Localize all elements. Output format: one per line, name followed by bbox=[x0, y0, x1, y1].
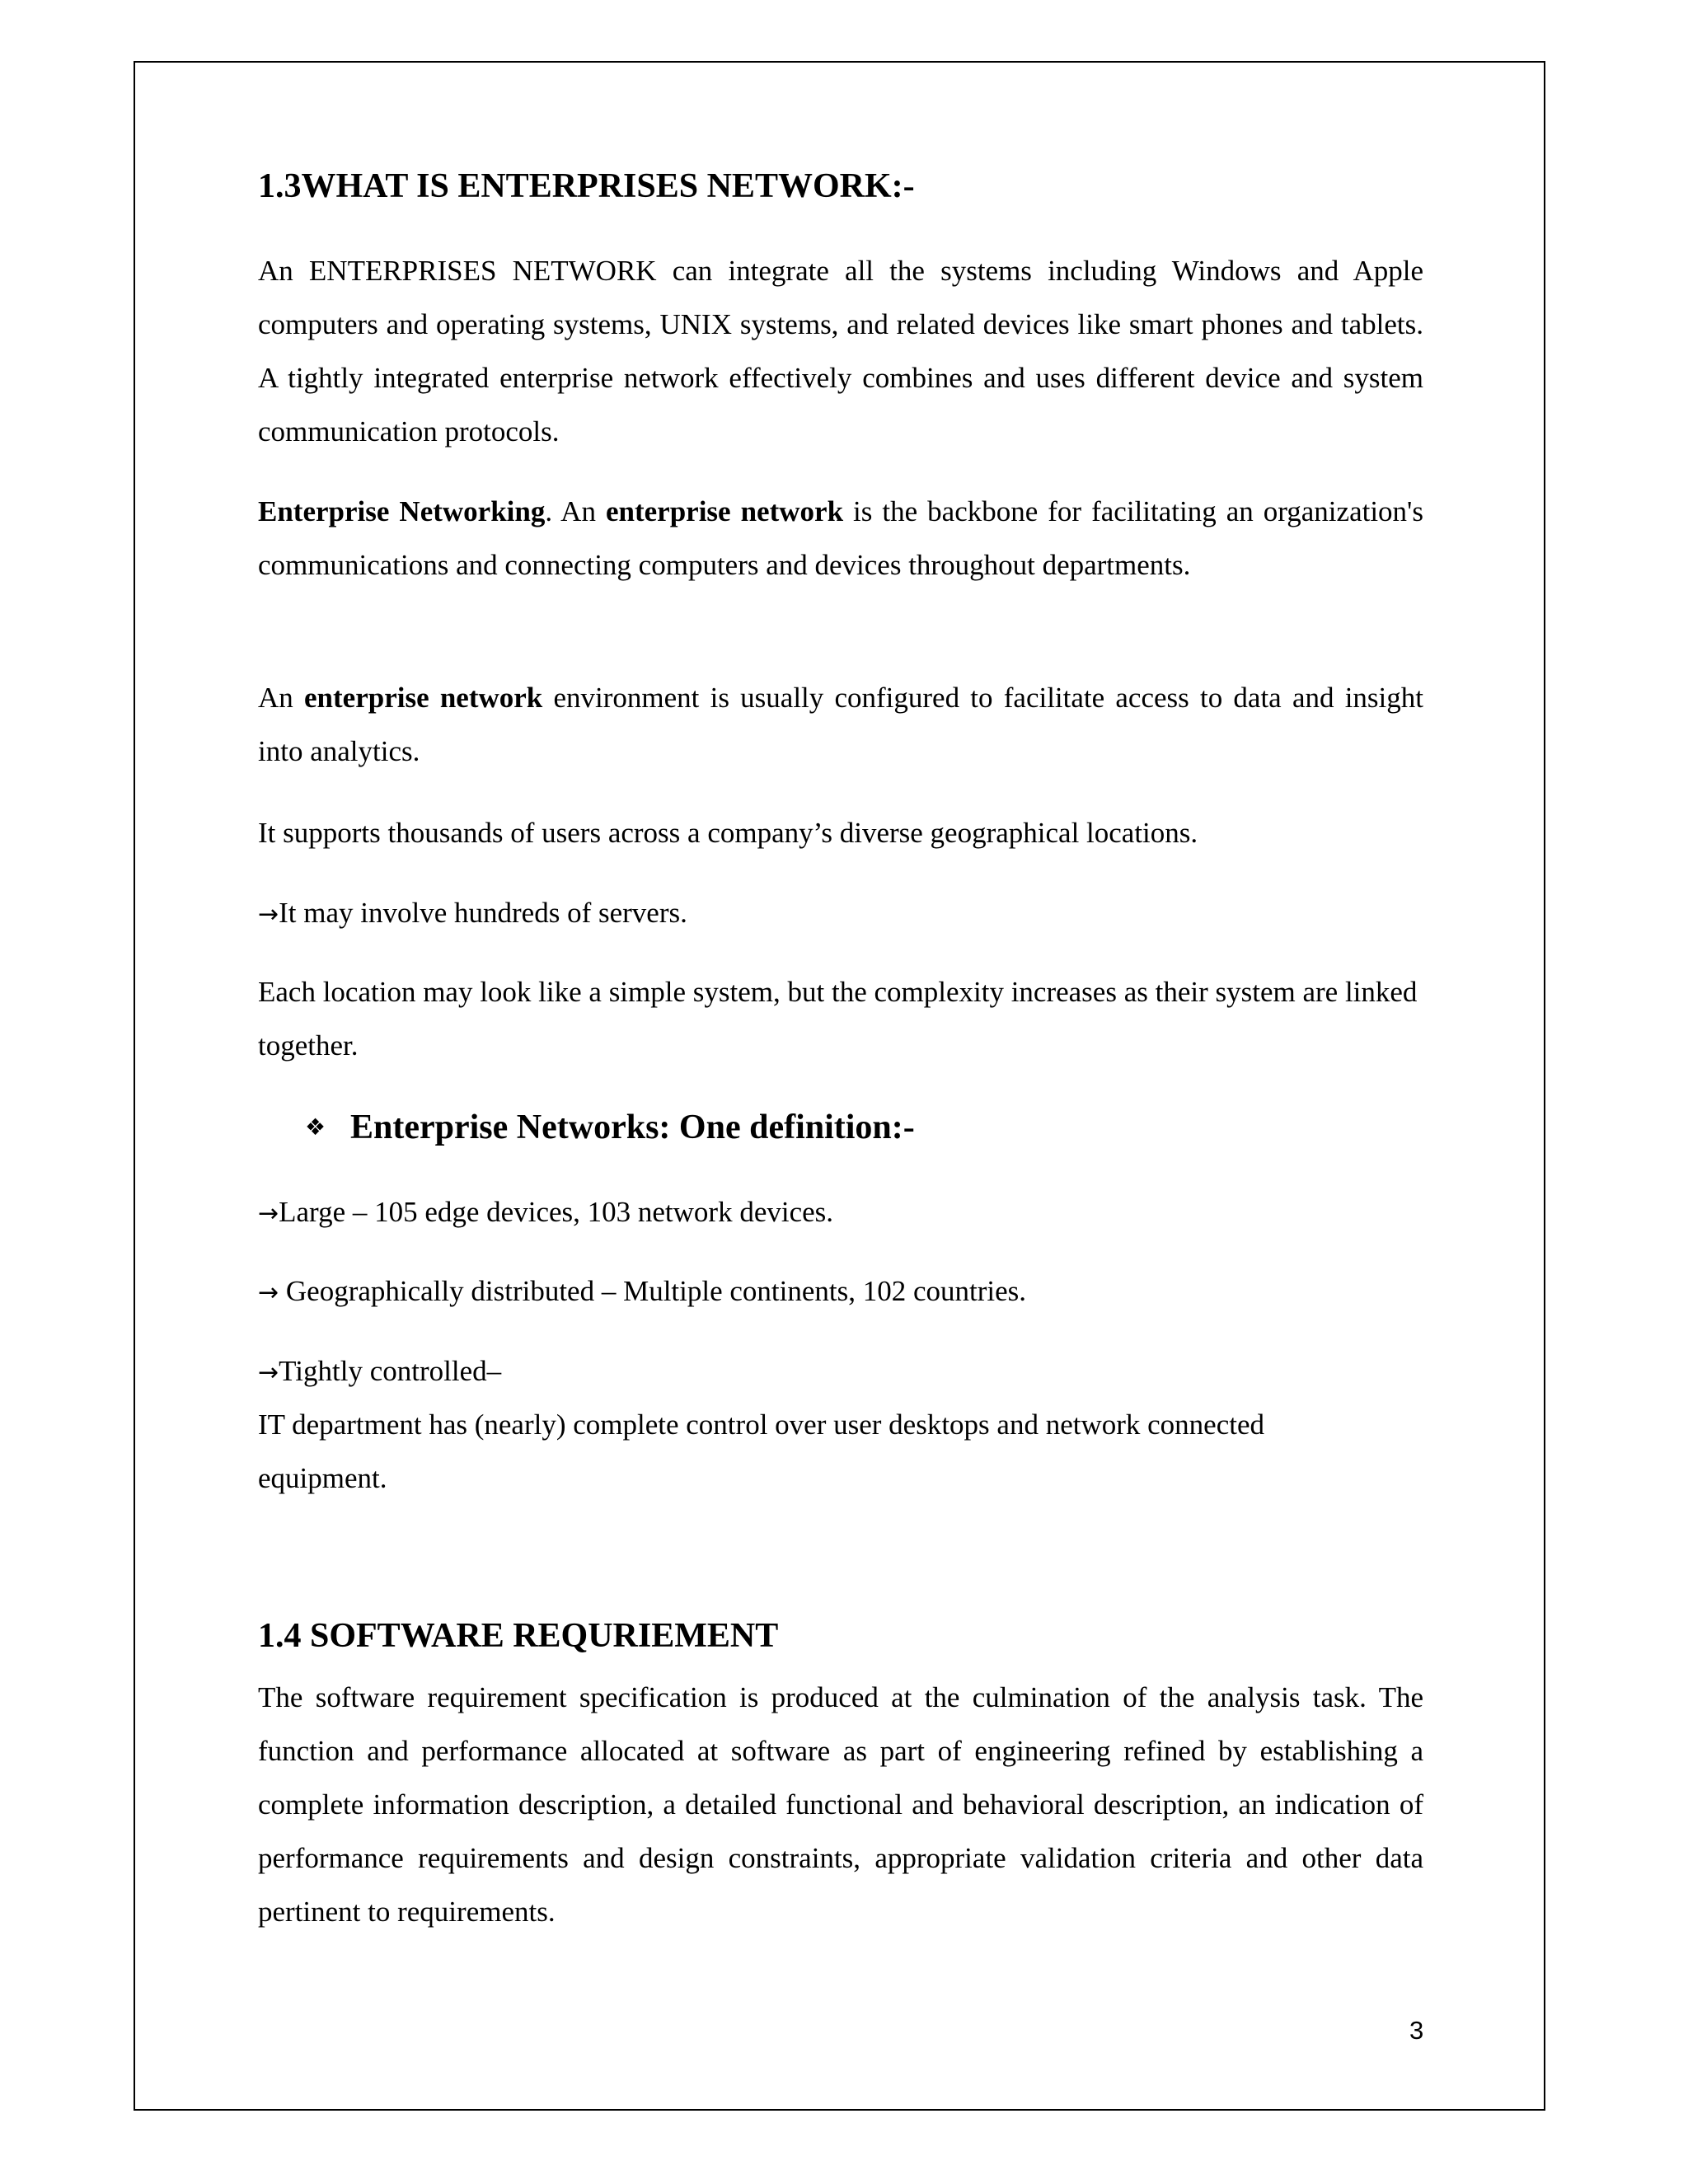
definition-heading bbox=[305, 1110, 915, 1145]
diamond-bullet-icon: ❖ bbox=[305, 1113, 326, 1141]
each-location-paragraph: Each location may look like a simple system, but the complexity increases as their system are linked together. bbox=[258, 976, 1418, 1062]
software-requirement-paragraph: The software requirement specification is produced at the culmination of the analysis task. The function and performance allocated at software as part of engineering refined by establishing a complete information description, a detailed functional and behavioral description, an indication of performance requirements and design constraints, appropriate validation criteria and other data pertinent to requirements. bbox=[258, 1681, 1423, 1928]
enterprise-network-term: enterprise network bbox=[605, 495, 844, 527]
enterprise-network-intro: An ENTERPRISES NETWORK can integrate all the systems including Windows and Apple computers and operating systems, UNIX systems, and related devices like smart phones and tablets. A tightly integrated enterprise network effectively combines and uses different device and system communication protocols. bbox=[258, 255, 1423, 448]
section-1-3-heading: 1.3WHAT IS ENTERPRISES NETWORK:- bbox=[258, 167, 915, 205]
arrow-icon: → bbox=[258, 1278, 279, 1307]
enterprise-networking-term: Enterprise Networking bbox=[258, 495, 546, 527]
environment-paragraph bbox=[258, 671, 1423, 778]
it-department-line-2: equipment. bbox=[258, 1462, 387, 1494]
geo-line bbox=[258, 1277, 1026, 1305]
arrow-icon: → bbox=[258, 900, 279, 929]
servers-text: It may involve hundreds of servers. bbox=[279, 897, 687, 929]
servers-line bbox=[258, 898, 687, 927]
supports-users-line: It supports thousands of users across a company’s diverse geographical locations. bbox=[258, 817, 1198, 849]
it-department-line-1: IT department has (nearly) complete control over user desktops and network connected bbox=[258, 1408, 1265, 1441]
section-1-4-heading: 1.4 SOFTWARE REQURIEMENT bbox=[258, 1617, 779, 1655]
large-text: Large – 105 edge devices, 103 network devices. bbox=[279, 1196, 834, 1228]
definition-heading-text: Enterprise Networks: One definition:- bbox=[350, 1108, 915, 1146]
backbone-text: is the backbone for facilitating an organization's communications and connecting computers and devices throughout departments. bbox=[258, 495, 1423, 581]
large-line bbox=[258, 1197, 833, 1226]
page-number: 3 bbox=[1409, 2016, 1424, 2045]
arrow-icon: → bbox=[258, 1358, 279, 1387]
environment-lead: An bbox=[258, 682, 304, 714]
environment-term: enterprise network bbox=[304, 682, 543, 714]
tight-line bbox=[258, 1357, 501, 1385]
geo-text: Geographically distributed – Multiple continents, 102 countries. bbox=[279, 1275, 1027, 1307]
enterprise-networking-paragraph bbox=[258, 485, 1423, 592]
environment-text: environment is usually configured to facilitate access to data and insight into analytics. bbox=[258, 682, 1423, 767]
arrow-icon: → bbox=[258, 1199, 279, 1228]
tight-text: Tightly controlled– bbox=[279, 1355, 502, 1387]
separator-text: . An bbox=[545, 495, 606, 527]
